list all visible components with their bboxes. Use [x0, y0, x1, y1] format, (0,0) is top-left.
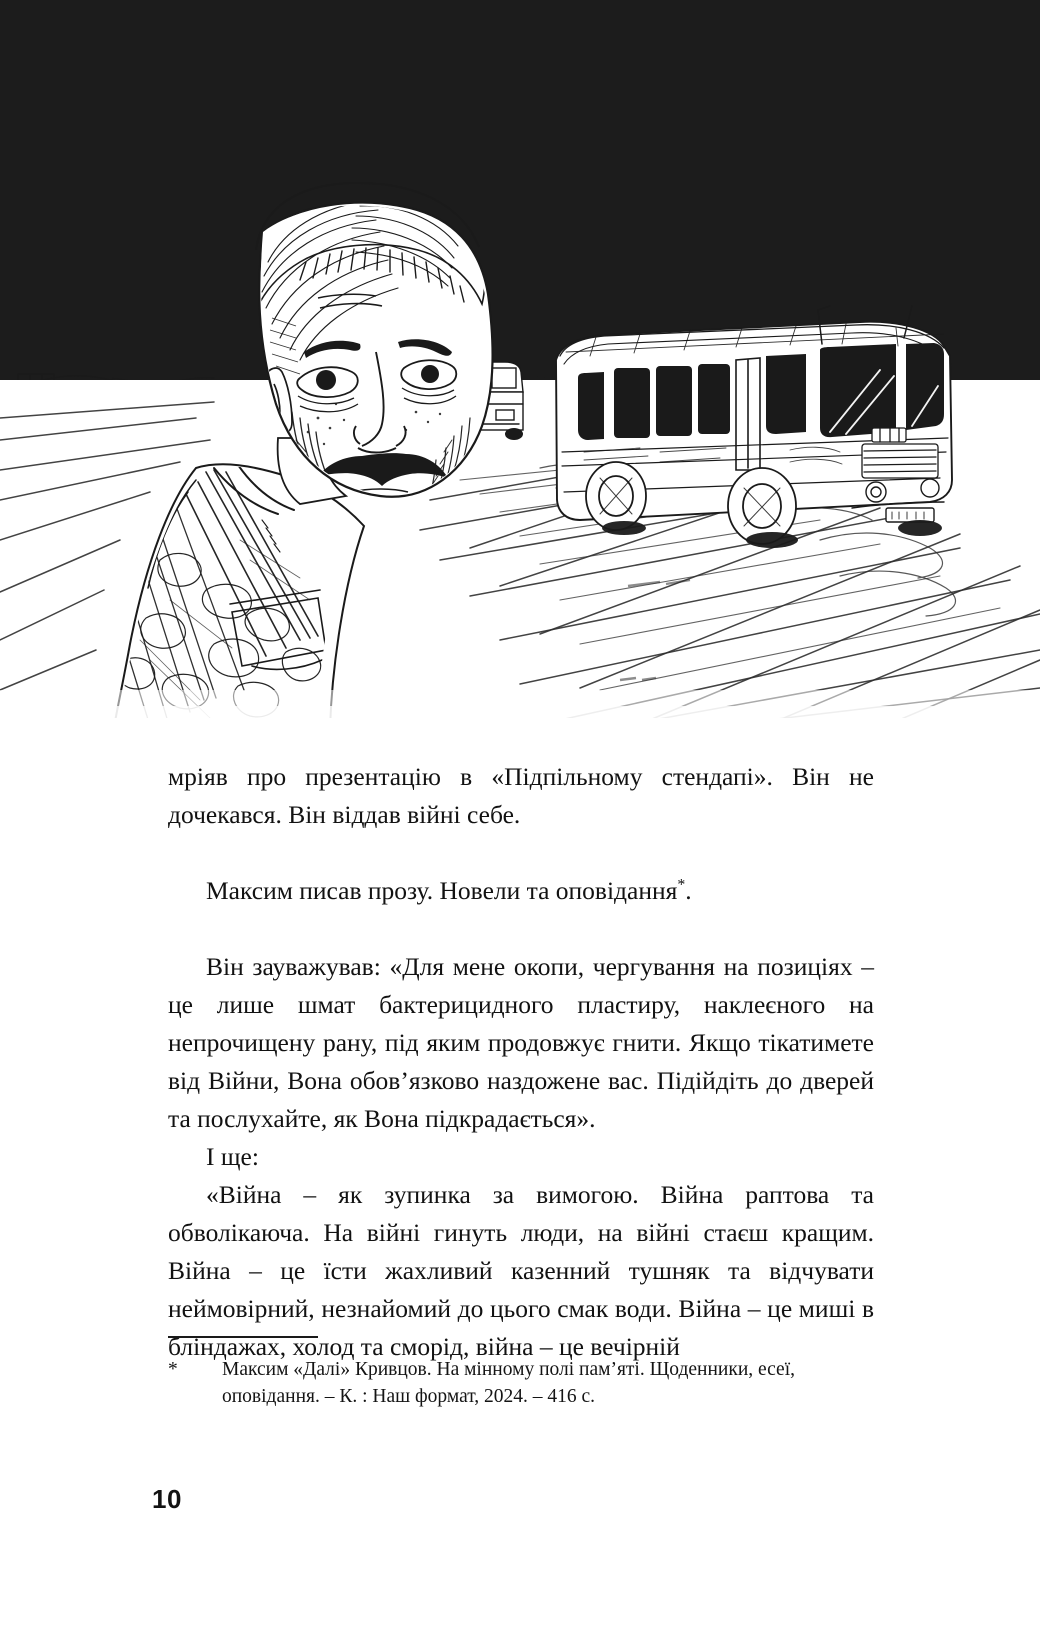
- illustration-fade: [0, 690, 1040, 730]
- footnote-separator-rule: [168, 1336, 318, 1338]
- chapter-illustration: [0, 0, 1040, 730]
- page-number: 10: [152, 1484, 182, 1514]
- paragraph-3: Він зауважував: «Для мене окопи, чергування на позиціях – це лише шмат бактерицидного пластиру, наклеєного на непрочищену рану, під яким продовжує гнити. Якщо тікатимете від Війни, Вона обов’язково наздожене вас. Підійдіть до дверей та послухайте, як Вона підкрадається».: [168, 952, 874, 1133]
- paragraph-4: І ще:: [206, 1142, 259, 1171]
- footnote-marker: *: [168, 1359, 178, 1380]
- paragraph-2: [168, 872, 874, 910]
- bus: [556, 306, 952, 548]
- footnote-reference[interactable]: *: [677, 876, 686, 894]
- paragraph-2-text: Максим писав прозу. Новели та оповідання: [206, 876, 678, 905]
- body-text: [168, 758, 874, 1366]
- paragraph-1: мріяв про презентацію в «Підпільному стендапі». Він не дочекався. Він віддав війні себе.: [168, 762, 874, 829]
- footnote: [168, 1356, 874, 1410]
- paragraph-5: «Війна – як зупинка за вимогою. Війна раптова та обволікаюча. На війні гинуть люди, на війні стаєш кращим. Війна – це їсти жахливий казенний тушняк та відчувати неймовірний, незнайомий до цього смак води. Війна – це миші в бліндажах, холод та сморід, війна – це вечірній: [168, 1180, 874, 1361]
- paragraph-2-tail: .: [685, 876, 692, 905]
- footnote-text: Максим «Далі» Кривцов. На мінному полі пам’яті. Щоденники, есеї, оповідання. – К. : Наш формат, 2024. – 416 с.: [222, 1359, 795, 1407]
- footnote-area: [168, 1336, 874, 1410]
